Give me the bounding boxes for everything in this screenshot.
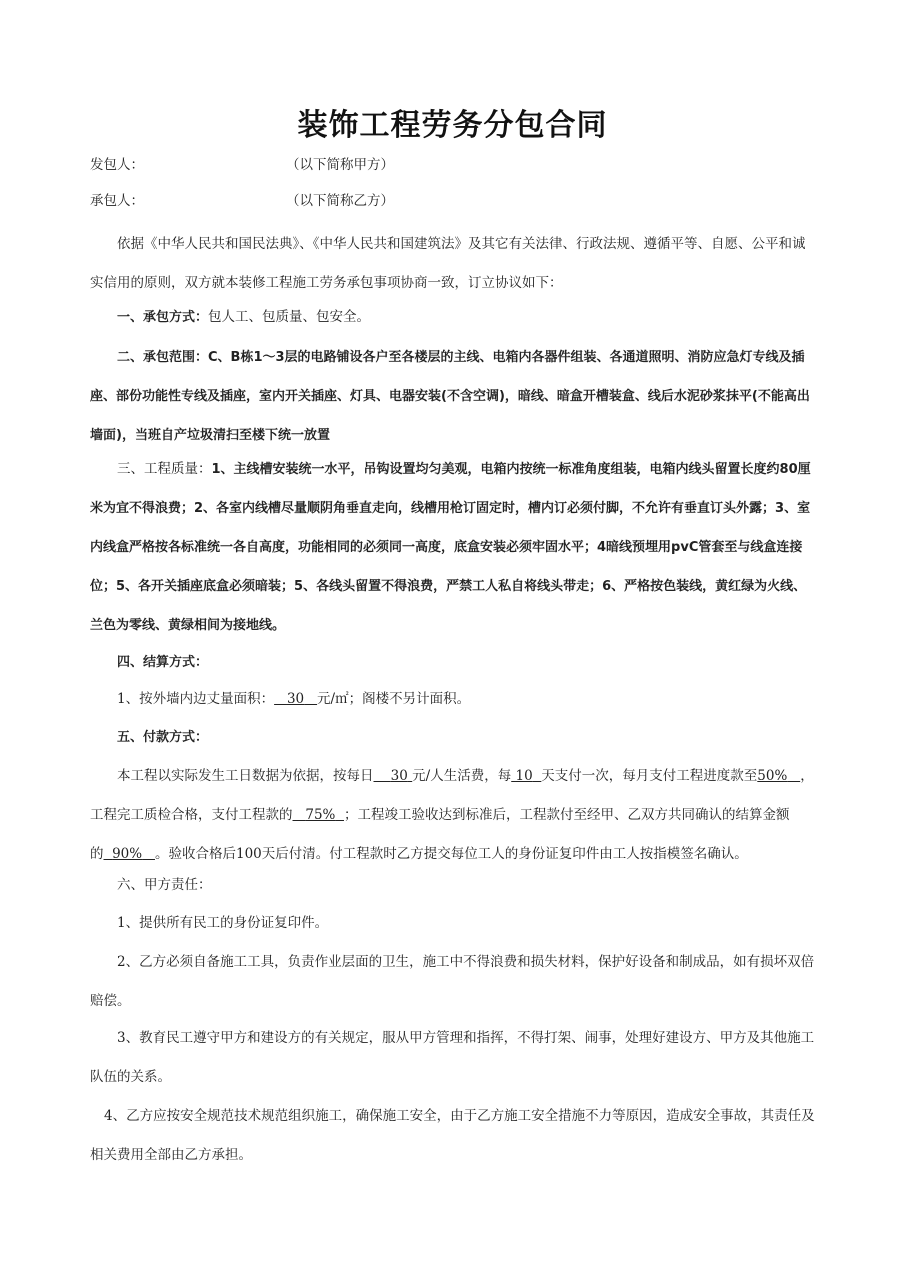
section-1-heading: 一、承包方式： bbox=[117, 310, 209, 325]
settlement-unit: 元/㎡；阁楼不另计面积。 bbox=[317, 691, 471, 707]
daily-allowance-value: 30 bbox=[390, 768, 408, 784]
section-6-item-2: 2、乙方必须自备施工工具，负责作业层面的卫生，施工中不得浪费和损失材料，保护好设备和制成品，如有损坏双倍赔偿。 bbox=[90, 954, 815, 1009]
section-6-item-1: 1、提供所有民工的身份证复印件。 bbox=[117, 915, 329, 931]
contractor-label: 承包人： bbox=[90, 193, 144, 209]
section-2-text: 二、承包范围：C、B栋1～3层的电路铺设各户至各楼层的主线、电箱内各器件组装、各通道照明、消防应急灯专线及插座、部份功能性专线及插座，室内开关插座、灯具、电器安装(不含空调)，暗线、暗盒开槽装盒、线后水泥砂浆抹平(不能高出墙面)，当班自产垃圾清扫至楼下统一放置 bbox=[90, 350, 810, 443]
section-4-heading: 四、结算方式： bbox=[117, 655, 209, 670]
contractor-note: （以下简称乙方） bbox=[286, 193, 394, 209]
section-3-text: 1、主线槽安装统一水平，吊钩设置均匀美观，电箱内按统一标准角度组装，电箱内线头留置长度约80厘米为宜不得浪费；2、各室内线槽尽量顺阴角垂直走向，线槽用枪订固定时，槽内订必须付脚，不允许有垂直订头外露；3、室内线盒严格按各标准统一各自高度，功能相同的必须同一高度，底盒安装必须牢固水平；4暗线预埋用pvC管套至与线盒连接位；5、各开关插座底盒必须暗装；5、各线头留置不得浪费，严禁工人私自将线头带走；6、严格按色装线，黄红绿为火线、兰色为零线、黄绿相间为接地线。 bbox=[90, 462, 811, 633]
section-3 bbox=[90, 450, 815, 645]
section-6-heading: 六、甲方责任： bbox=[117, 877, 212, 893]
payment-text-5: ；工程竣工验收达到标准后，工程款付至经甲、乙双方共同确认的结算金额的 bbox=[90, 807, 790, 862]
payment-text-4: ，工程完工质检合格，支付工程款的 bbox=[90, 768, 814, 823]
payment-text-2: 元/人生活费，每 bbox=[412, 768, 512, 784]
payment-interval-value: 10 bbox=[515, 768, 533, 784]
progress-payment-value: 50% bbox=[757, 768, 788, 784]
section-1 bbox=[90, 298, 815, 337]
section-1-text: 包人工、包质量、包安全。 bbox=[208, 309, 371, 325]
employer-note: （以下简称甲方） bbox=[286, 157, 394, 173]
section-3-heading: 三、工程质量： bbox=[117, 461, 212, 477]
document-title: 装饰工程劳务分包合同 bbox=[297, 108, 608, 143]
payment-text-6: 。验收合格后100天后付清。付工程款时乙方提交每位工人的身份证复印件由工人按指模签名确认。 bbox=[154, 846, 748, 862]
section-6-item-3: 3、教育民工遵守甲方和建设方的有关规定，服从甲方管理和指挥，不得打架、闹事，处理好建设方、甲方及其他施工队伍的关系。 bbox=[90, 1030, 815, 1085]
contractor-line bbox=[90, 182, 815, 221]
final-payment-value: 90% bbox=[112, 846, 143, 862]
employer-label: 发包人： bbox=[90, 157, 144, 173]
settlement-value: 30 bbox=[286, 691, 305, 707]
payment-text-3: 天支付一次，每月支付工程进度款至 bbox=[541, 768, 758, 784]
section-6-item-4: 4、乙方应按安全规范技术规范组织施工，确保施工安全，由于乙方施工安全措施不力等原因，造成安全事故，其责任及相关费用全部由乙方承担。 bbox=[90, 1108, 815, 1163]
employer-line bbox=[90, 146, 815, 185]
section-5-paragraph bbox=[90, 757, 815, 874]
section-4-item bbox=[90, 680, 815, 719]
settlement-label: 1、按外墙内边丈量面积： bbox=[117, 691, 275, 707]
completion-payment-value: 75% bbox=[305, 807, 336, 823]
payment-text-1: 本工程以实际发生工日数据为依据，按每日 bbox=[117, 768, 374, 784]
intro-paragraph: 依据《中华人民共和国民法典》、《中华人民共和国建筑法》及其它有关法律、行政法规、遵循平等、自愿、公平和诚实信用的原则，双方就本装修工程施工劳务承包事项协商一致，订立协议如下： bbox=[90, 236, 806, 291]
section-5-heading: 五、付款方式： bbox=[117, 730, 209, 745]
